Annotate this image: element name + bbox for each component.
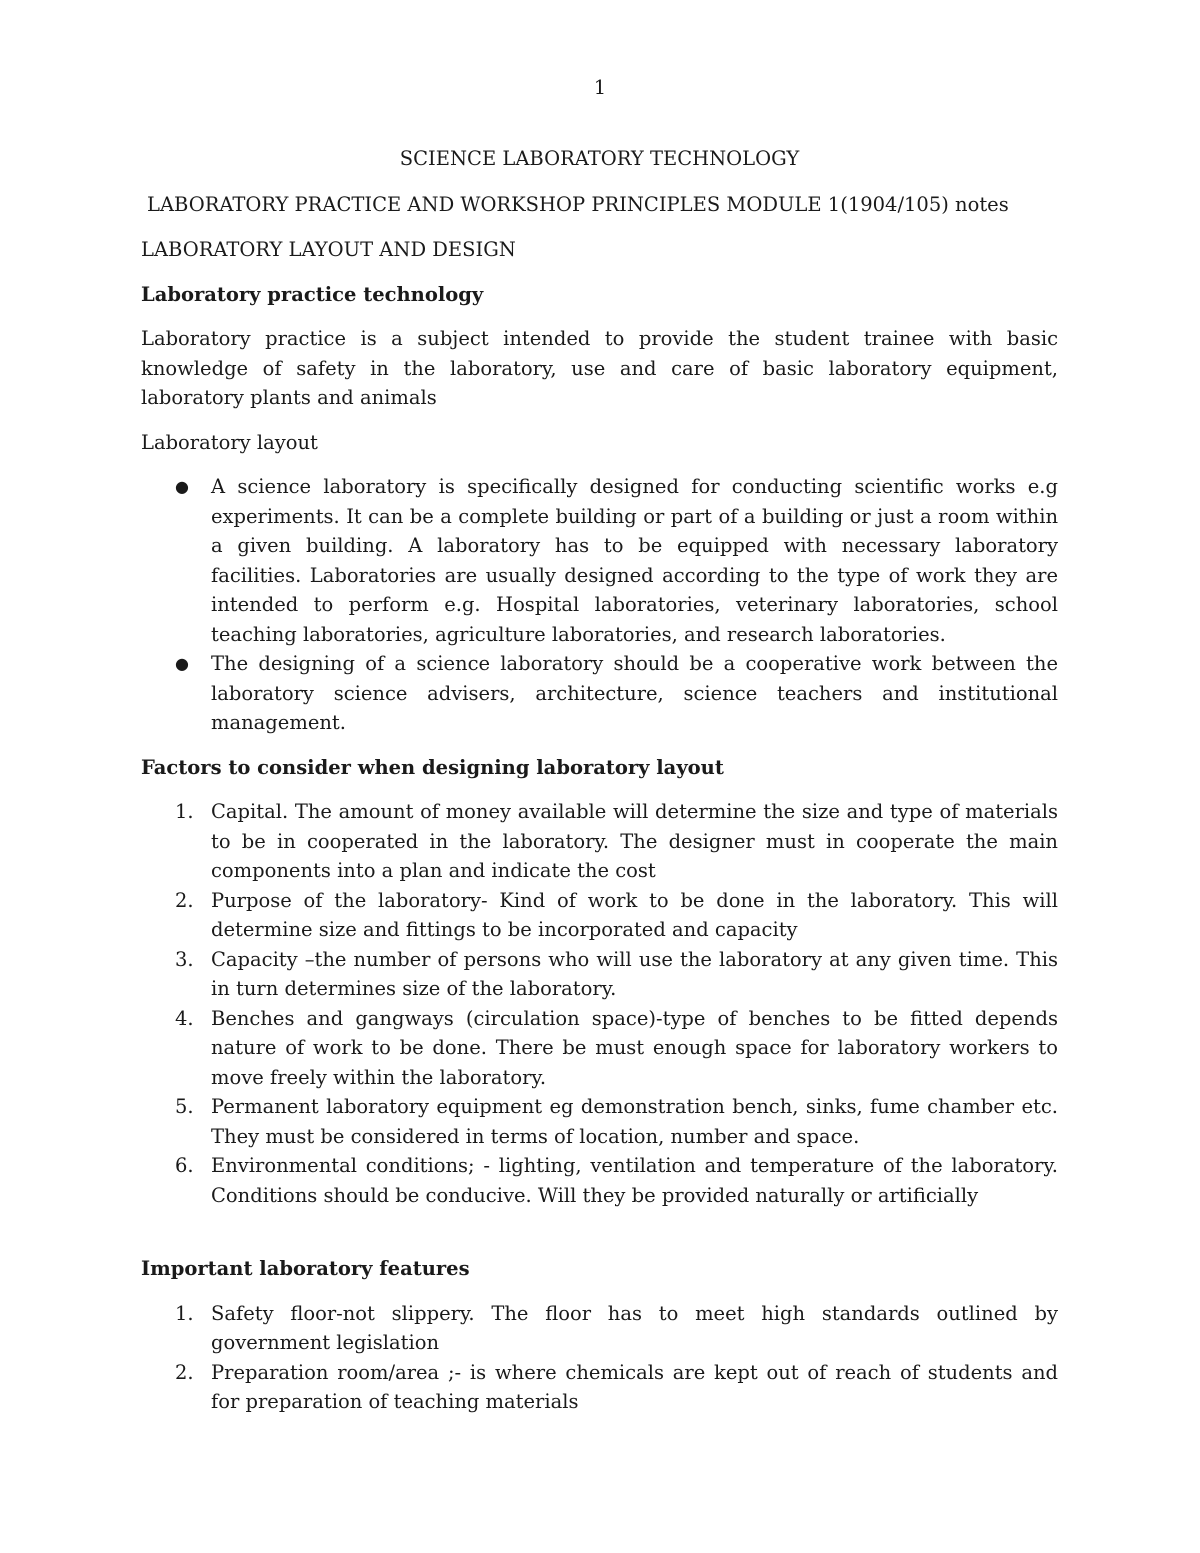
list-number: 1. [175, 800, 194, 823]
list-item [141, 945, 1058, 1004]
list-item [141, 1004, 1058, 1093]
list-item [141, 1151, 1058, 1210]
list-item-text: Environmental conditions; - lighting, ventilation and temperature of the laboratory. Conditions should be conducive. Will they be provided naturally or artificially [211, 1154, 1058, 1207]
features-heading: Important laboratory features [141, 1257, 470, 1280]
list-number: 2. [175, 1360, 194, 1384]
practice-paragraph: Laboratory practice is a subject intended to provide the student trainee with basic knowledge of safety in the laboratory, use and care of basic laboratory equipment, laboratory plants and animals [141, 327, 1058, 409]
list-number: 3. [175, 947, 194, 971]
heading-practice: Laboratory practice technology [141, 282, 484, 306]
list-item [141, 472, 1058, 649]
bullet-icon: ● [175, 477, 189, 496]
bullet-icon: ● [175, 654, 189, 673]
module-line: LABORATORY PRACTICE AND WORKSHOP PRINCIPLES MODULE 1(1904/105) notes [147, 192, 1009, 216]
list-item-text: Permanent laboratory equipment eg demonstration bench, sinks, fume chamber etc. They must be considered in terms of location, number and space. [211, 1095, 1058, 1148]
list-item-text: The designing of a science laboratory should be a cooperative work between the laboratory science advisers, architecture, science teachers and institutional management. [211, 652, 1058, 734]
list-item-text: Preparation room/area ;- is where chemicals are kept out of reach of students and for preparation of teaching materials [211, 1360, 1058, 1413]
list-number: 2. [175, 888, 194, 912]
list-number: 4. [175, 1006, 194, 1030]
section-title: LABORATORY LAYOUT AND DESIGN [141, 238, 516, 261]
factors-heading: Factors to consider when designing laboratory layout [141, 755, 724, 779]
page-number: 1 [593, 76, 607, 99]
list-item-text: Capital. The amount of money available will determine the size and type of materials to be in cooperated in the laboratory. The designer must in cooperate the main components into a plan and indicate the cost [211, 800, 1058, 882]
list-item [141, 1092, 1058, 1151]
list-item-text: Capacity –the number of persons who will use the laboratory at any given time. This in turn determines size of the laboratory. [211, 947, 1058, 1000]
list-number: 1. [175, 1301, 194, 1325]
list-item-text: Safety floor-not slippery. The floor has to meet high standards outlined by government legislation [211, 1301, 1058, 1354]
list-item [141, 1299, 1058, 1358]
list-item-text: Benches and gangways (circulation space)-type of benches to be fitted depends nature of work to be done. There be must enough space for laboratory workers to move freely within the laboratory. [211, 1006, 1058, 1089]
list-number: 6. [175, 1154, 194, 1177]
list-item-text: Purpose of the laboratory- Kind of work to be done in the laboratory. This will determine size and fittings to be incorporated and capacity [211, 888, 1058, 941]
list-item [141, 797, 1058, 886]
factors-list [141, 797, 1058, 1210]
layout-bullet-list [141, 472, 1058, 738]
features-list [141, 1299, 1058, 1417]
document-body [141, 144, 1058, 1417]
document-title: SCIENCE LABORATORY TECHNOLOGY [399, 147, 800, 170]
list-item [141, 1358, 1058, 1417]
layout-heading: Laboratory layout [141, 430, 318, 454]
list-number: 5. [175, 1095, 194, 1118]
list-item [141, 649, 1058, 738]
list-item-text: A science laboratory is specifically designed for conducting scientific works e.g experiments. It can be a complete building or part of a building or just a room within a given building. A laboratory has to be equipped with necessary laboratory facilities. Laboratories are usually designed according to the type of work they are intended to perform e.g. Hospital laboratories, veterinary laboratories, school teaching laboratories, agriculture laboratories, and research laboratories. [211, 475, 1058, 646]
list-item [141, 886, 1058, 945]
